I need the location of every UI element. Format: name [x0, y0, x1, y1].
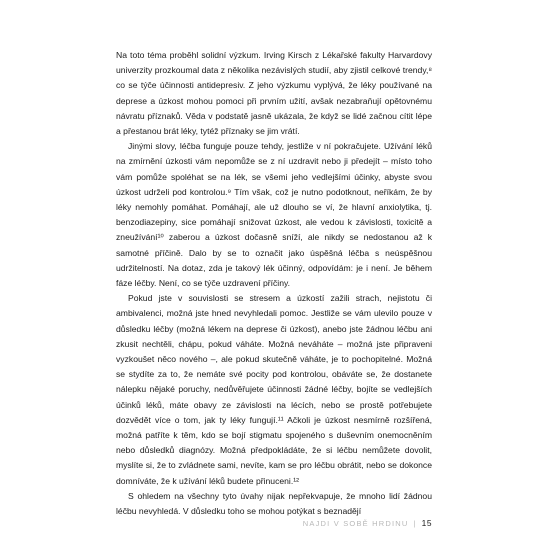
running-title: NAJDI V SOBĚ HRDINU — [302, 519, 409, 528]
page-footer — [0, 518, 432, 528]
paragraph-3: Pokud jste v souvislosti se stresem a úzkostí zažili strach, nejistotu či ambivalenci, možná jste hned nevyhledali pomoc. Jestliže se vám ulevilo pouze v důsledku léčby (možná lékem na deprese či úzkost), anebo jste žádnou léčbu ani zkusit nechtěli, chápu, pokud váháte. Možná neváháte – možná jste připraveni vyzkoušet něco nového –, ale pokud skutečně váháte, je to pochopitelné. Možná se stydíte za to, že nemáte své pocity pod kontrolou, obáváte se, že dostanete nálepku nějaké poruchy, nedůvěřujete účinnosti žádné léčby, bojíte se vedlejších účinků léků, máte obavy ze závislosti na lécích, nebo se prostě potřebujete dozvědět více o tom, jak ty léky fungují.¹¹ Ačkoli je úzkost nesmírně rozšířená, možná patříte k těm, kdo se bojí stigmatu spojeného s duševním onemocněním nebo důsledků diagnózy. Možná předpokládáte, že si léčbu nemůžete dovolit, myslíte si, že to zvládnete sami, nevíte, kam se pro léčbu obrátit, nebo se dokonce domníváte, že k užívání léků budete přinuceni.¹² — [116, 293, 432, 486]
page-number: 15 — [421, 518, 432, 528]
body-text — [116, 48, 432, 519]
paragraph-4: S ohledem na všechny tyto úvahy nijak nepřekvapuje, že mnoho lidí žádnou léčbu nevyhledá. V důsledku toho se mohou potýkat s beznadějí — [116, 490, 432, 517]
paragraph-1: Na toto téma proběhl solidní výzkum. Irving Kirsch z Lékařské fakulty Harvardovy univerzity prozkoumal data z několika nezávislých studií, aby zjistil celkové trendy,⁸ co se týče účinnosti antidepresiv. Z jeho výzkumu vyplývá, že léky používané na deprese a úzkost mohou pomoci při prvním užití, avšak nezabraňují opětovnému návratu příznaků. Věda v podstatě jasně ukázala, že když se lidé začnou cítit lépe a přestanou brát léky, tytéž příznaky se jim vrátí. — [116, 50, 432, 137]
footer-separator: | — [413, 519, 417, 528]
paragraph-2: Jinými slovy, léčba funguje pouze tehdy, jestliže v ní pokračujete. Užívání léků na zmírnění úzkosti vám nepomůže se z ní uzdravit nebo ji předejít – místo toho vám pomůže spoléhat se na lék, se všemi jeho vedlejšími účinky, abyste svou úzkost udrželi pod kontrolou.⁹ Tím však, což je nutno podotknout, neříkám, že by léky nemohly pomáhat. Pomáhají, ale už dlouho se ví, že hlavní anxiolytika, tj. benzodiazepiny, sice pomáhají snižovat úzkost, ale vedou k závislosti, toxicitě a zneužívání¹⁰ zaberou a úzkost dočasně sníží, ale nikdy se nedostanou až k samotné příčině. Dalo by se to označit jako úspěšná léčba s neúspěšnou udržitelností. Na dotaz, zda je takový lék účinný, odpovídám: je i není. Je během fáze léčby. Není, co se týče uzdravení příčiny. — [116, 141, 432, 289]
